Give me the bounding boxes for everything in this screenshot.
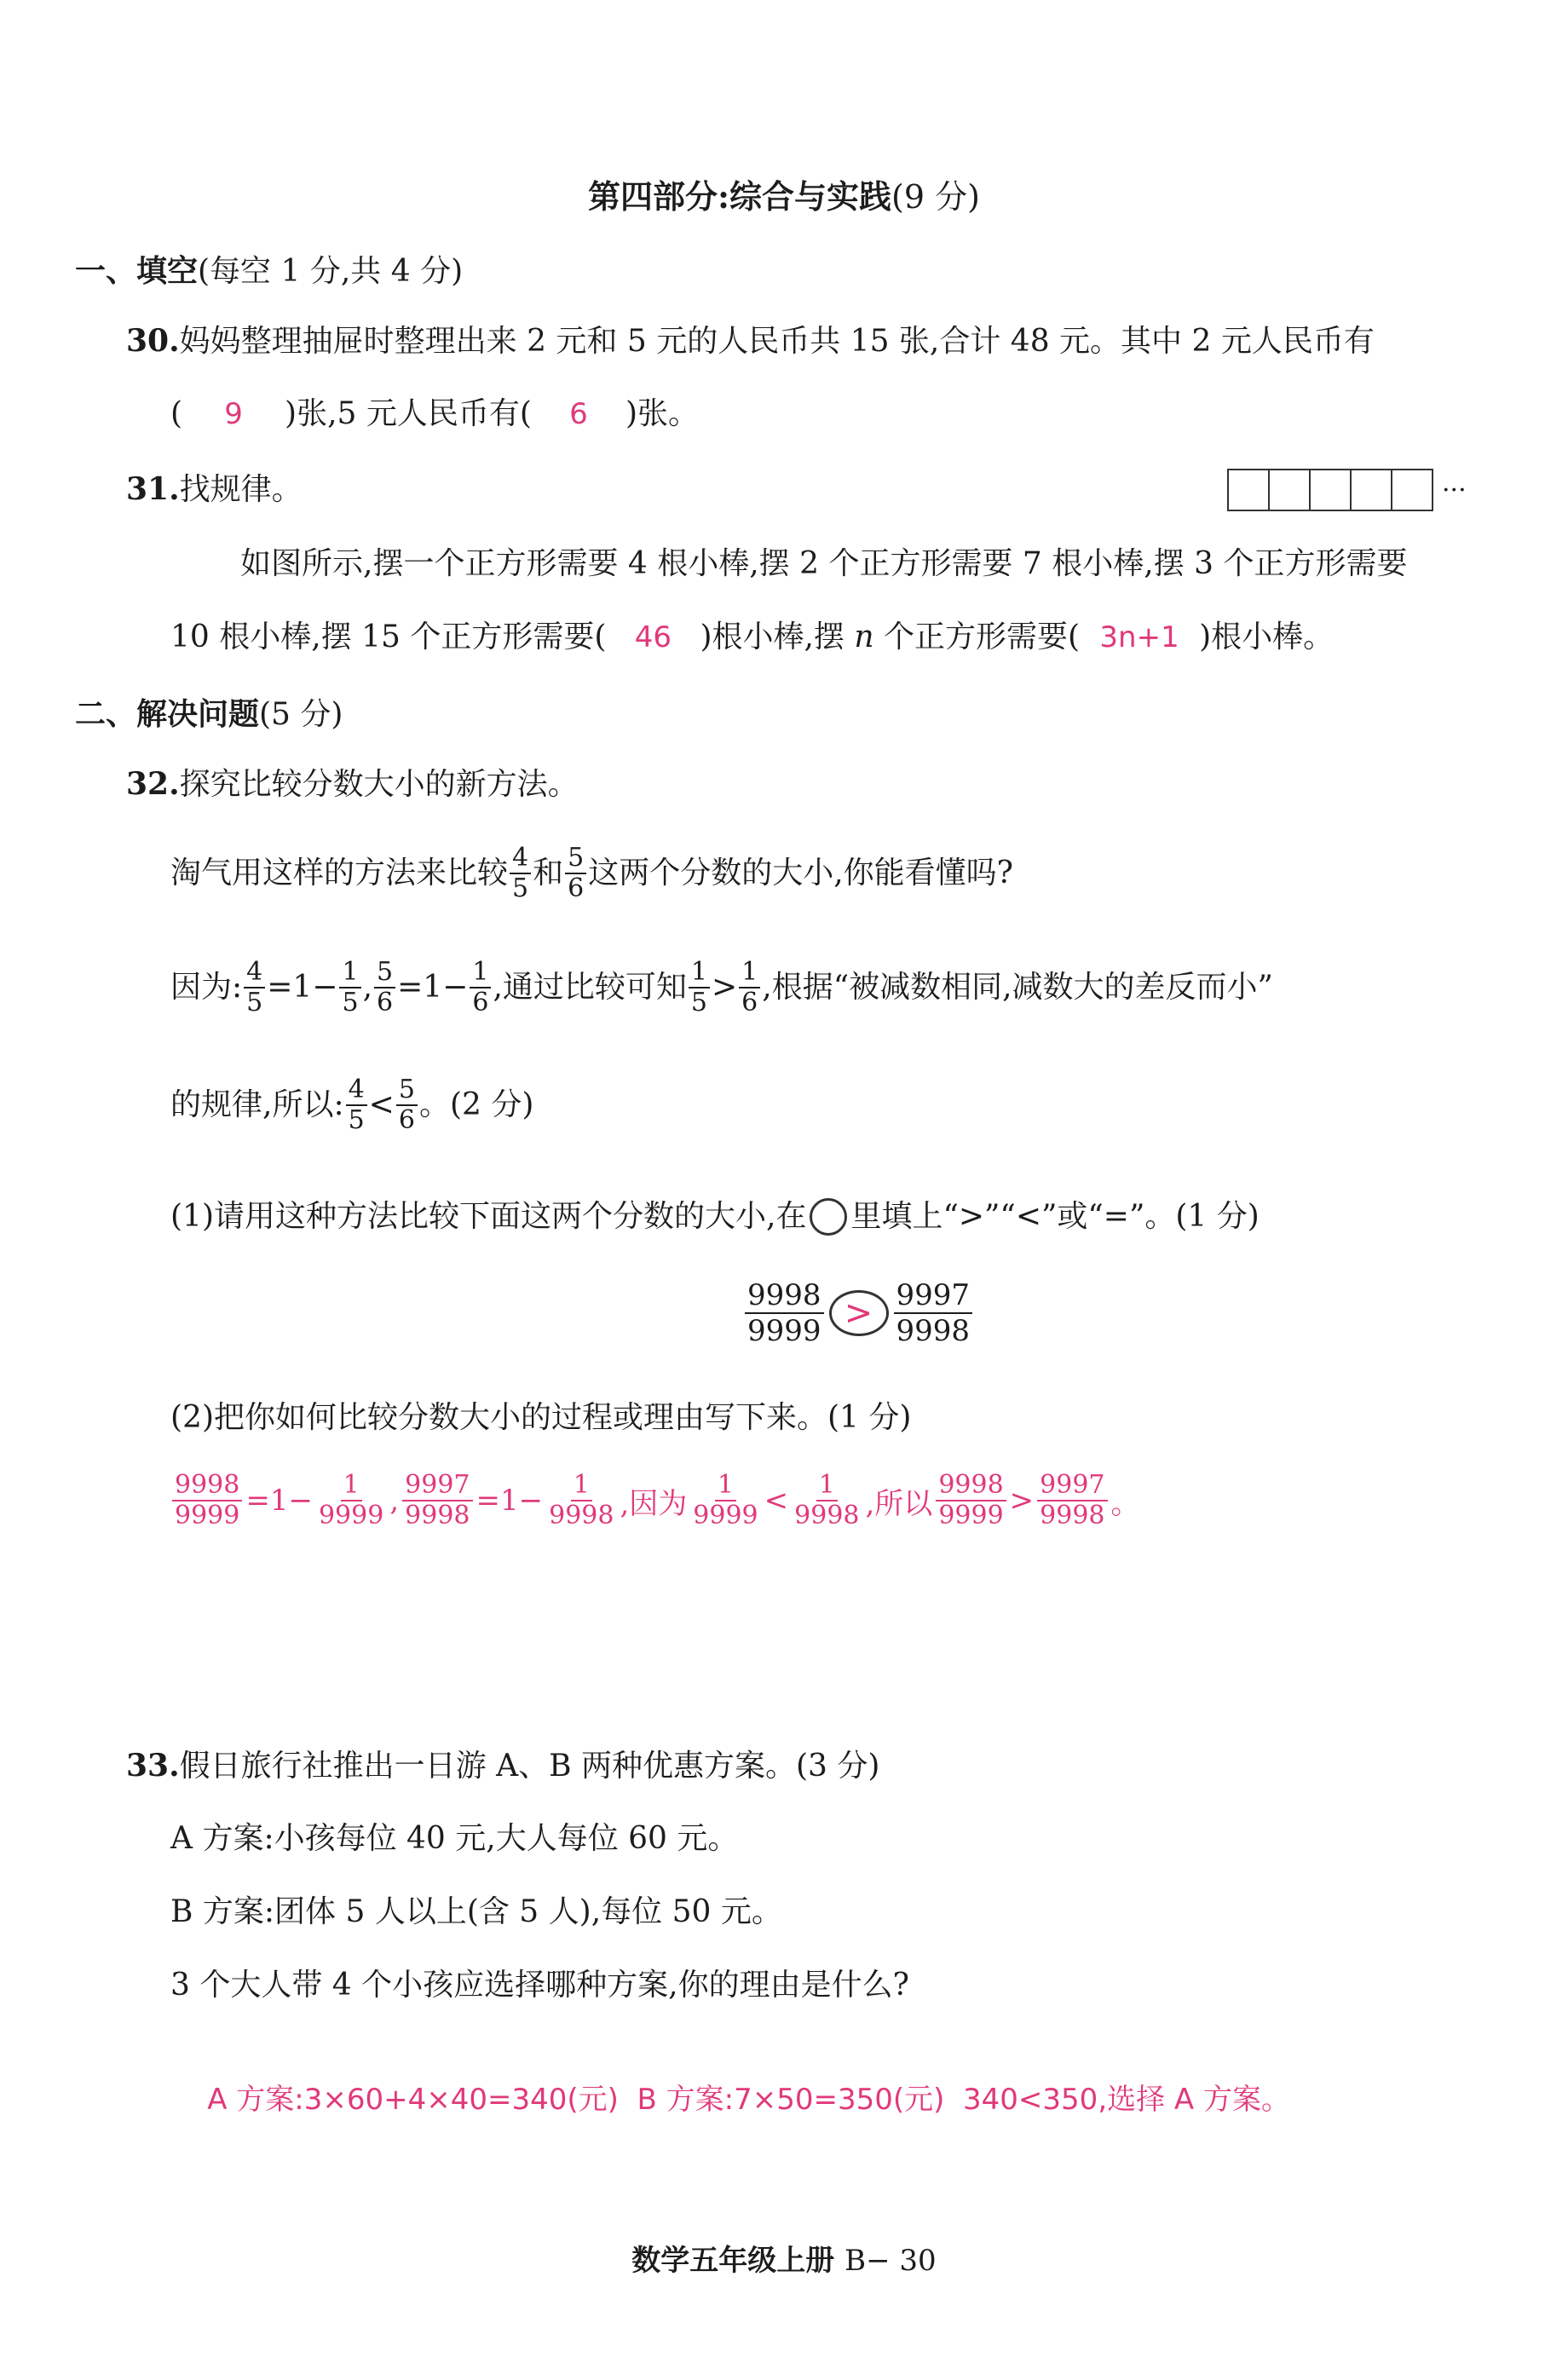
fraction: $\frac{1}{9999}$	[693, 1470, 758, 1530]
q31-line1: 如图所示,摆一个正方形需要 4 根小棒,摆 2 个正方形需要 7 根小棒,摆 3 个正方形需要	[240, 546, 1408, 581]
fraction: $\frac{9997}{9998}$	[1037, 1471, 1107, 1530]
q33-title: 33.假日旅行社推出一日游 A、B 两种优惠方案。(3 分)	[126, 1748, 880, 1784]
fraction: $\frac{9998}{9999}$	[172, 1471, 242, 1530]
square-sticks-figure	[1227, 469, 1433, 511]
fraction: $\frac{1}{6}$	[739, 958, 760, 1017]
q32-line1: 淘气用这样的方法来比较 $\frac{4}{5}$ 和 $\frac{5}{6}$ 这两个分数的大小,你能看懂吗?	[170, 843, 1013, 903]
section-heading-solve: 二、解决问题(5 分)	[75, 696, 343, 732]
q30-line1: 30.妈妈整理抽屉时整理出来 2 元和 5 元的人民币共 15 张,合计 48 元。其中 2 元人民币有	[126, 323, 1375, 359]
q31-title: 31.找规律。	[126, 471, 303, 507]
fraction: $\frac{1}{9998}$	[794, 1470, 860, 1530]
page-footer: 数学五年级上册 B− 30	[631, 2244, 937, 2278]
fraction: $\frac{9998}{9999}$	[936, 1471, 1006, 1530]
q33-question: 3 个大人带 4 个小孩应选择哪种方案,你的理由是什么?	[170, 1968, 909, 2003]
section-heading-fill: 一、填空(每空 1 分,共 4 分)	[75, 253, 464, 289]
squares-figure	[1227, 469, 1467, 511]
q32-line2: 因为: $\frac{4}{5}$ =1− $\frac{1}{5}$ , $\frac{5}{6}$ =1− $\frac{1}{6}$ ,通过比较可知 $\frac{1}{5}$ > $\frac{1}{6}$ ,根据“被减数相同,减数大的差反而小”	[170, 957, 1273, 1017]
fraction: $\frac{1}{9999}$	[318, 1470, 384, 1530]
q30-answer-2: 6	[569, 397, 588, 431]
fraction: $\frac{9997}{9998}$	[894, 1278, 973, 1348]
circle-blank-icon	[810, 1198, 847, 1236]
q32-compare	[743, 1278, 974, 1348]
fraction: $\frac{9998}{9999}$	[745, 1278, 824, 1348]
fraction: $\frac{1}{6}$	[470, 958, 491, 1017]
fraction: $\frac{1}{9998}$	[549, 1470, 614, 1530]
q31-line2: 10 根小棒,摆 15 个正方形需要( 46 )根小棒,摆 n 个正方形需要( 3n+1 )根小棒。	[170, 617, 1334, 658]
q32-title: 32.探究比较分数大小的新方法。	[126, 766, 579, 802]
fraction: $\frac{4}{5}$	[244, 958, 265, 1017]
q32-sub1: (1)请用这种方法比较下面这两个分数的大小,在 里填上“>”“<”或“=”。(1 分)	[170, 1199, 1260, 1234]
q32-answer: $\frac{9998}{9999}$ =1− $\frac{1}{9999}$ , $\frac{9997}{9998}$ =1− $\frac{1}{9998}$ ,因为 $\frac{1}{9999}$ < $\frac{1}{9998}$ ,所以 $\frac{9998}{9999}$ > $\frac{9997}{9998}$ 。	[170, 1471, 1142, 1530]
q32-sub2: (2)把你如何比较分数大小的过程或理由写下来。(1 分)	[170, 1400, 912, 1435]
compare-answer-circle: >	[829, 1290, 889, 1336]
fraction: $\frac{5}{6}$	[374, 958, 395, 1017]
q32-line3: 的规律,所以: $\frac{4}{5}$ < $\frac{5}{6}$ 。(2 分)	[170, 1075, 534, 1135]
q33-plan-a: A 方案:小孩每位 40 元,大人每位 60 元。	[170, 1821, 739, 1856]
q31-answer-1: 46	[634, 620, 672, 654]
fraction: $\frac{9997}{9998}$	[402, 1471, 472, 1530]
q30-answer-1: 9	[224, 397, 243, 431]
fraction: $\frac{1}{5}$	[339, 958, 360, 1017]
fraction: $\frac{1}{5}$	[689, 958, 710, 1017]
q33-plan-b: B 方案:团体 5 人以上(含 5 人),每位 50 元。	[170, 1894, 782, 1929]
q33-answer: A 方案:3×60+4×40=340(元) B 方案:7×50=350(元) 340<350,选择 A 方案。	[207, 2083, 1291, 2117]
q30-line2: ( 9 )张,5 元人民币有( 6 )张。	[170, 394, 699, 435]
q31-answer-2: 3n+1	[1099, 620, 1179, 654]
part-title: 第四部分:综合与实践(9 分)	[588, 177, 980, 216]
fraction: $\frac{5}{6}$	[396, 1075, 418, 1135]
fraction: $\frac{5}{6}$	[565, 844, 586, 903]
ellipsis: ···	[1442, 475, 1467, 505]
fraction: $\frac{4}{5}$	[346, 1075, 367, 1135]
fraction: $\frac{4}{5}$	[510, 844, 531, 903]
